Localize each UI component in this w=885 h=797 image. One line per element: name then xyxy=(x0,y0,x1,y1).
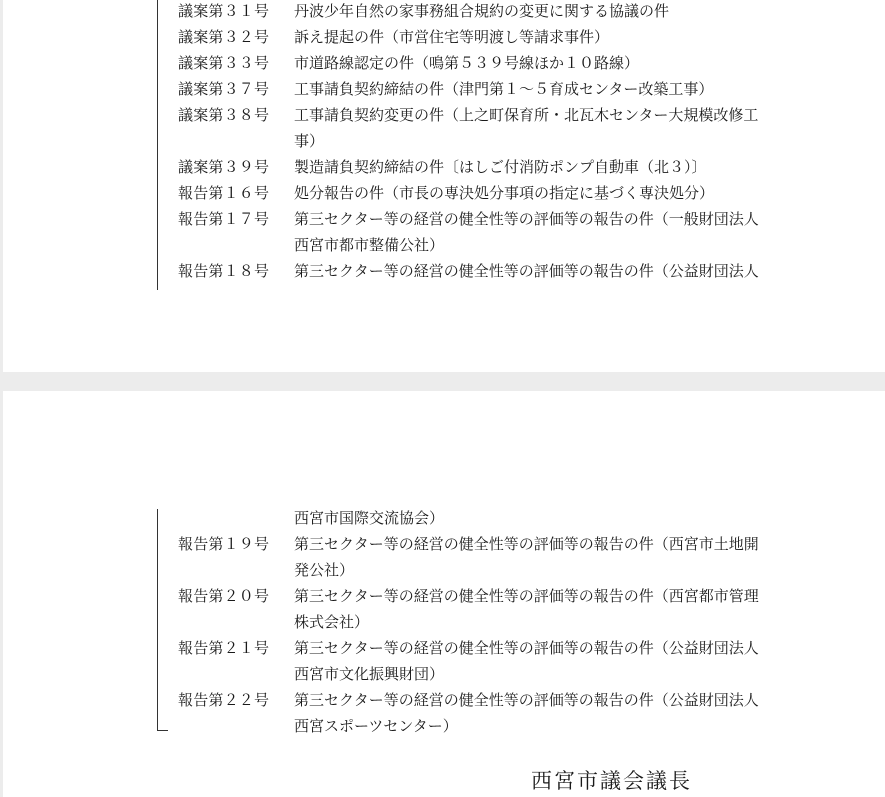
item-title-continued: 西宮市文化振興財団） xyxy=(294,665,445,683)
item-title-continued: 事） xyxy=(294,132,325,150)
item-title: 第三セクター等の経営の健全性等の評価等の報告の件（西宮市土地開 xyxy=(294,535,759,553)
item-title: 工事請負契約締結の件（津門第１～５育成センター改築工事） xyxy=(294,80,714,98)
item-number: 議案第３１号 xyxy=(178,2,270,20)
item-number: 議案第３２号 xyxy=(178,28,270,46)
item-number: 議案第３３号 xyxy=(178,54,270,72)
item-title: 丹波少年自然の家事務組合規約の変更に関する協議の件 xyxy=(294,2,670,20)
item-title-continued: 西宮市都市整備公社） xyxy=(294,236,445,254)
item-number: 議案第３７号 xyxy=(178,80,270,98)
item-title: 市道路線認定の件（鳴第５３９号線ほか１０路線） xyxy=(294,54,640,72)
item-number: 議案第３８号 xyxy=(178,106,270,124)
item-number: 議案第３９号 xyxy=(178,158,270,176)
item-title-continued: 発公社） xyxy=(294,561,355,579)
page-1 xyxy=(3,0,885,372)
item-title: 第三セクター等の経営の健全性等の評価等の報告の件（公益財団法人 xyxy=(294,639,759,657)
item-title-continued: 株式会社） xyxy=(294,613,370,631)
item-title: 製造請負契約締結の件〔はしご付消防ポンプ自動車（北３）〕 xyxy=(294,158,707,176)
bracket-line xyxy=(157,509,168,731)
signature-chair: 西宮市議会議長 xyxy=(531,769,692,793)
item-title: 第三セクター等の経営の健全性等の評価等の報告の件（西宮都市管理 xyxy=(294,587,759,605)
item-number: 報告第１６号 xyxy=(178,184,270,202)
item-title-continued: 西宮スポーツセンター） xyxy=(294,717,458,735)
item-number: 報告第１９号 xyxy=(178,535,270,553)
bracket-line xyxy=(157,0,168,290)
item-title: 第三セクター等の経営の健全性等の評価等の報告の件（一般財団法人 xyxy=(294,210,759,228)
item-number: 報告第２０号 xyxy=(178,587,270,605)
item-title: 工事請負契約変更の件（上之町保育所・北瓦木センター大規模改修工 xyxy=(294,106,759,124)
item-title: 第三セクター等の経営の健全性等の評価等の報告の件（公益財団法人 xyxy=(294,262,759,280)
item-number: 報告第１７号 xyxy=(178,210,270,228)
item-title: 処分報告の件（市長の専決処分事項の指定に基づく専決処分） xyxy=(294,184,715,202)
item-number: 報告第１８号 xyxy=(178,262,270,280)
item-title-continued: 西宮市国際交流協会） xyxy=(294,509,445,527)
item-title: 第三セクター等の経営の健全性等の評価等の報告の件（公益財団法人 xyxy=(294,691,759,709)
page-2 xyxy=(3,391,885,797)
item-number: 報告第２１号 xyxy=(178,639,270,657)
item-title: 訴え提起の件（市営住宅等明渡し等請求事件） xyxy=(294,28,610,46)
item-number: 報告第２２号 xyxy=(178,691,270,709)
